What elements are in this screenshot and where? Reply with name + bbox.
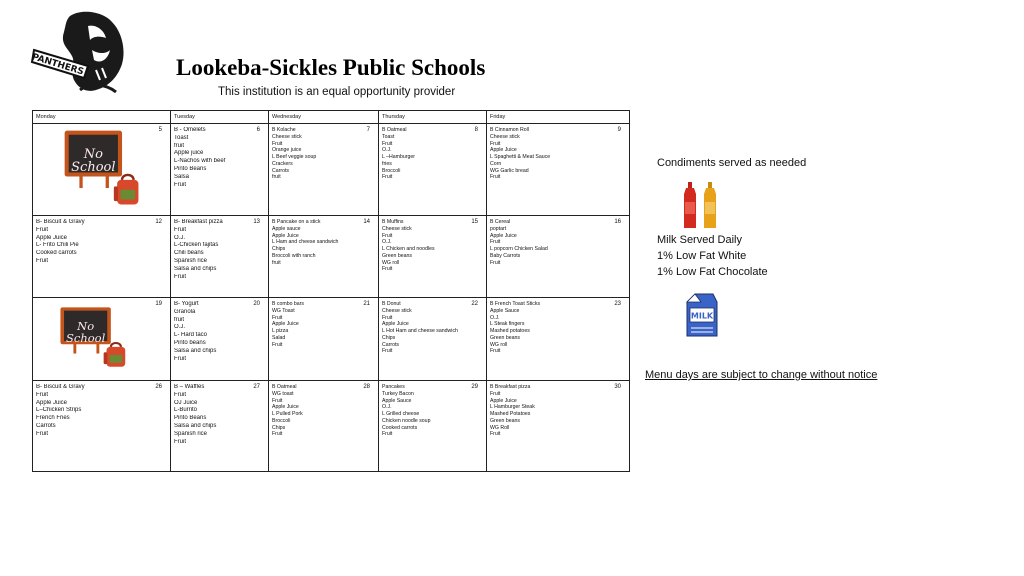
menu-item: Salad <box>272 334 286 341</box>
menu-item: Mashed Potatoes <box>490 411 531 417</box>
menu-list <box>382 384 483 438</box>
day-number: 27 <box>253 384 260 390</box>
menu-item: Apple Juice <box>272 321 299 328</box>
no-school-sign-line: School <box>71 160 116 176</box>
menu-item: Apple Sauce <box>382 397 412 404</box>
menu-item: Chips <box>272 246 286 252</box>
change-notice: Menu days are subject to change without notice <box>645 369 878 381</box>
menu-item: Fruit <box>490 259 501 266</box>
day-cell <box>379 124 487 216</box>
equal-opportunity-statement: This institution is an equal opportunity provider <box>218 86 456 98</box>
menu-item: Apple Juice <box>490 232 517 239</box>
menu-item: WG Roll <box>490 424 510 431</box>
menu-item: B Pancake on a stick <box>272 219 321 225</box>
menu-item: fries <box>382 160 392 167</box>
menu-item: French Fries <box>36 415 70 422</box>
day-cell <box>487 216 630 298</box>
no-school-icon <box>63 129 145 211</box>
menu-item: WG Garlic bread <box>490 167 529 174</box>
menu-item: Fruit <box>36 226 48 233</box>
menu-item: L –Hamburger <box>382 154 415 160</box>
menu-item: L-Nachos with beef <box>174 158 226 165</box>
panthers-logo <box>30 10 130 96</box>
menu-item: fruit <box>174 316 185 323</box>
menu-item: WG roll <box>490 341 508 348</box>
menu-item: poptart <box>490 225 507 232</box>
day-number: 26 <box>155 384 162 390</box>
menu-item: Apple Juice <box>490 147 517 154</box>
menu-item: Chili beans <box>174 250 204 257</box>
menu-item: Spanish rice <box>174 257 208 264</box>
menu-item: Fruit <box>36 391 48 398</box>
menu-item: Chips <box>272 424 286 431</box>
menu-item: L Beef veggie soup <box>272 154 317 160</box>
menu-item: L popcorn Chicken Salad <box>490 246 548 252</box>
menu-item: Pinto Beans <box>174 415 207 422</box>
day-number: 29 <box>471 384 478 390</box>
menu-item: Salsa and chips <box>174 265 217 272</box>
menu-item: Baby Carrots <box>490 252 521 259</box>
menu-item: Fruit <box>382 431 393 438</box>
menu-item: Mashed potatoes <box>490 328 530 334</box>
menu-item: Fruit <box>36 257 48 264</box>
day-cell <box>171 216 269 298</box>
week-row <box>33 124 630 216</box>
day-cell <box>487 298 630 381</box>
menu-item: Fruit <box>382 266 393 273</box>
menu-item: Apple sauce <box>272 225 301 232</box>
menu-item: Toast <box>382 133 395 140</box>
day-number: 13 <box>253 219 260 225</box>
menu-item: L- Frito Chili Pie <box>36 242 79 249</box>
weekday-header: Monday <box>33 111 171 124</box>
menu-list <box>382 219 483 273</box>
day-number: 20 <box>253 301 260 307</box>
menu-item: Broccoli <box>382 167 401 174</box>
logo-text: PANTHERS <box>30 52 85 78</box>
day-number: 14 <box>363 219 370 225</box>
menu-item: L Pulled Pork <box>272 411 303 417</box>
menu-item: B- Biscuit & Gravy <box>36 384 85 390</box>
page-title: Lookeba-Sickles Public Schools <box>176 55 486 80</box>
condiment-bottles-icon <box>680 182 724 230</box>
menu-item: Apple juice <box>174 150 204 157</box>
menu-item: Fruit <box>36 430 48 437</box>
menu-item: L–Chicken Strips <box>36 407 82 414</box>
carton-label: MILK <box>690 311 714 321</box>
day-number: 21 <box>363 301 370 307</box>
menu-list <box>272 127 375 181</box>
menu-item: L Hamburger Steak <box>490 404 535 411</box>
menu-item: L- Hard taco <box>174 332 208 339</box>
menu-item: Carrots <box>36 422 56 429</box>
menu-item: Fruit <box>490 348 501 355</box>
menu-item: Green beans <box>490 334 520 341</box>
day-cell <box>33 216 171 298</box>
menu-item: Cooked carrots <box>382 424 418 431</box>
menu-item: Fruit <box>272 314 283 321</box>
menu-item: Broccoli <box>272 417 291 424</box>
menu-item: O.J. <box>490 314 500 321</box>
menu-item: Apple Juice <box>382 321 409 328</box>
menu-item: L Steak fingers <box>490 321 525 328</box>
menu-item: O.J. <box>382 147 392 154</box>
menu-list <box>174 301 265 363</box>
day-cell <box>269 298 379 381</box>
menu-list <box>174 127 265 189</box>
day-cell <box>379 298 487 381</box>
day-cell <box>379 216 487 298</box>
milk-line: 1% Low Fat White <box>657 249 747 262</box>
menu-item: Fruit <box>382 174 393 181</box>
menu-list <box>272 301 375 348</box>
day-cell <box>171 124 269 216</box>
day-cell <box>33 124 171 216</box>
menu-item: Apple Juice <box>272 404 299 411</box>
no-school-icon <box>59 306 131 372</box>
day-number: 16 <box>614 219 621 225</box>
menu-item: Fruit <box>490 174 501 181</box>
menu-item: Pinto beans <box>174 339 206 346</box>
menu-item: Fruit <box>490 140 501 147</box>
menu-item: B Cinnamon Roll <box>490 127 529 133</box>
menu-list <box>490 219 626 266</box>
day-number: 9 <box>617 127 621 133</box>
weekday-header: Friday <box>487 111 630 124</box>
menu-item: Fruit <box>382 314 393 321</box>
day-number: 8 <box>474 127 478 133</box>
milk-note <box>657 233 768 281</box>
menu-item: fruit <box>272 174 281 181</box>
menu-item: Fruit <box>490 431 501 438</box>
menu-list <box>490 301 626 355</box>
menu-item: WG Toast <box>272 307 295 314</box>
week-row <box>33 216 630 298</box>
menu-item: Cheese stick <box>382 307 412 314</box>
menu-item: Cheese stick <box>272 133 302 140</box>
no-school-sign-line: No <box>83 146 103 162</box>
menu-item: Pancakes <box>382 384 405 390</box>
menu-item: B Oatmeal <box>382 127 407 133</box>
menu-item: Fruit <box>174 181 186 188</box>
menu-list <box>490 384 626 438</box>
day-cell <box>33 298 171 381</box>
menu-item: Apple Juice <box>36 234 68 241</box>
day-number: 22 <box>471 301 478 307</box>
week-row <box>33 298 630 381</box>
day-number: 6 <box>256 127 260 133</box>
milk-line: Milk Served Daily <box>657 234 742 246</box>
menu-item: fruit <box>272 259 281 266</box>
menu-item: Fruit <box>174 438 186 445</box>
menu-item: Toast <box>174 134 189 141</box>
menu-item: Fruit <box>174 226 186 233</box>
menu-item: B - Omelets <box>174 127 206 133</box>
menu-item: B Kolache <box>272 127 296 133</box>
menu-item: OJ Juice <box>174 399 198 406</box>
menu-item: O.J. <box>382 404 392 411</box>
menu-item: B- Biscuit & Gravy <box>36 219 85 225</box>
day-cell <box>171 298 269 381</box>
weekday-header-row <box>33 111 630 124</box>
day-number: 30 <box>614 384 621 390</box>
day-number: 7 <box>366 127 370 133</box>
menu-item: Cheese stick <box>490 133 520 140</box>
menu-item: Fruit <box>490 390 501 397</box>
menu-item: Pinto Beans <box>174 165 207 172</box>
menu-item: L Hot Ham and cheese sandwich <box>382 328 458 334</box>
menu-list <box>174 219 265 281</box>
menu-item: Salsa <box>174 173 190 180</box>
day-cell <box>269 381 379 472</box>
menu-item: B Breakfast pizza <box>490 384 531 390</box>
menu-item: O.J. <box>382 239 392 246</box>
menu-item: Turkey Bacon <box>382 390 414 397</box>
menu-item: Fruit <box>272 341 283 348</box>
menu-item: Chips <box>382 334 396 341</box>
menu-item: WG toast <box>272 390 294 397</box>
menu-item: B- Breakfast pizza <box>174 219 223 225</box>
menu-item: L pizza <box>272 328 289 334</box>
menu-item: Fruit <box>174 355 186 362</box>
day-cell <box>487 381 630 472</box>
day-cell <box>379 381 487 472</box>
menu-item: Fruit <box>382 140 393 147</box>
menu-item: O.J. <box>174 234 186 241</box>
day-number: 12 <box>155 219 162 225</box>
menu-item: Corn <box>490 160 502 167</box>
menu-item: WG roll <box>382 259 400 266</box>
day-cell <box>33 381 171 472</box>
menu-list <box>272 384 375 438</box>
menu-item: Fruit <box>272 431 283 438</box>
lunch-menu-calendar <box>32 110 630 472</box>
menu-item: B Cereal <box>490 219 511 225</box>
day-cell <box>171 381 269 472</box>
menu-item: fruit <box>174 142 185 149</box>
menu-item: Apple Sauce <box>490 307 520 314</box>
menu-item: Salsa and chips <box>174 422 217 429</box>
menu-item: Fruit <box>272 140 283 147</box>
menu-item: L Spaghetti & Meat Sauce <box>490 154 551 160</box>
milk-line: 1% Low Fat Chocolate <box>657 265 768 278</box>
menu-item: Orange juice <box>272 147 302 154</box>
menu-item: Fruit <box>174 273 186 280</box>
day-cell <box>269 216 379 298</box>
menu-item: Carrots <box>272 167 290 174</box>
menu-item: L Grilled cheese <box>382 411 420 417</box>
week-row <box>33 381 630 472</box>
menu-item: B French Toast Sticks <box>490 301 541 307</box>
menu-item: Fruit <box>174 391 186 398</box>
day-cell <box>269 124 379 216</box>
day-cell <box>487 124 630 216</box>
menu-list <box>36 219 167 266</box>
menu-item: Fruit <box>382 348 393 355</box>
menu-item: Spanish rice <box>174 430 208 437</box>
menu-item: B- Yogurt <box>174 301 199 307</box>
menu-item: B combo bars <box>272 301 305 307</box>
menu-list <box>382 301 483 355</box>
condiments-note: Condiments served as needed <box>657 157 807 169</box>
menu-item: Granola <box>174 308 196 315</box>
weekday-header: Wednesday <box>269 111 379 124</box>
menu-item: B Muffins <box>382 219 404 225</box>
day-number: 15 <box>471 219 478 225</box>
menu-item: Green beans <box>382 252 412 259</box>
menu-item: B Donut <box>382 301 401 307</box>
menu-item: Salsa and chips <box>174 347 217 354</box>
menu-item: L Ham and cheese sandwich <box>272 239 339 246</box>
menu-item: Cheese stick <box>382 225 412 232</box>
menu-item: Carrots <box>382 341 400 348</box>
menu-item: Fruit <box>490 239 501 246</box>
menu-list <box>490 127 626 181</box>
menu-item: Fruit <box>382 232 393 239</box>
menu-list <box>174 384 265 446</box>
day-number: 5 <box>158 127 162 133</box>
menu-item: B – Waffles <box>174 384 205 390</box>
day-number: 19 <box>155 301 162 307</box>
milk-carton-icon <box>683 292 719 338</box>
day-number: 23 <box>614 301 621 307</box>
weekday-header: Tuesday <box>171 111 269 124</box>
menu-list <box>382 127 483 181</box>
menu-list <box>272 219 375 266</box>
menu-list <box>36 384 167 439</box>
menu-item: Chicken noodle soup <box>382 417 431 424</box>
menu-item: O.J. <box>174 324 186 331</box>
day-number: 28 <box>363 384 370 390</box>
menu-item: L Chicken and noodles <box>382 246 435 252</box>
menu-item: Apple Juice <box>272 232 299 239</box>
menu-item: L-Burrito <box>174 407 198 414</box>
menu-item: L-Chicken fajitas <box>174 242 219 249</box>
menu-item: Green beans <box>490 417 520 424</box>
no-school-sign-line: School <box>66 330 106 345</box>
menu-item: Cooked carrots <box>36 250 77 257</box>
no-school-sign-line: No <box>77 318 95 333</box>
menu-item: B Oatmeal <box>272 384 297 390</box>
menu-item: Apple Juice <box>490 397 517 404</box>
menu-item: Crackers <box>272 160 293 167</box>
menu-item: Broccoli with ranch <box>272 252 316 259</box>
menu-item: Fruit <box>272 397 283 404</box>
weekday-header: Thursday <box>379 111 487 124</box>
menu-item: Apple Juice <box>36 399 68 406</box>
